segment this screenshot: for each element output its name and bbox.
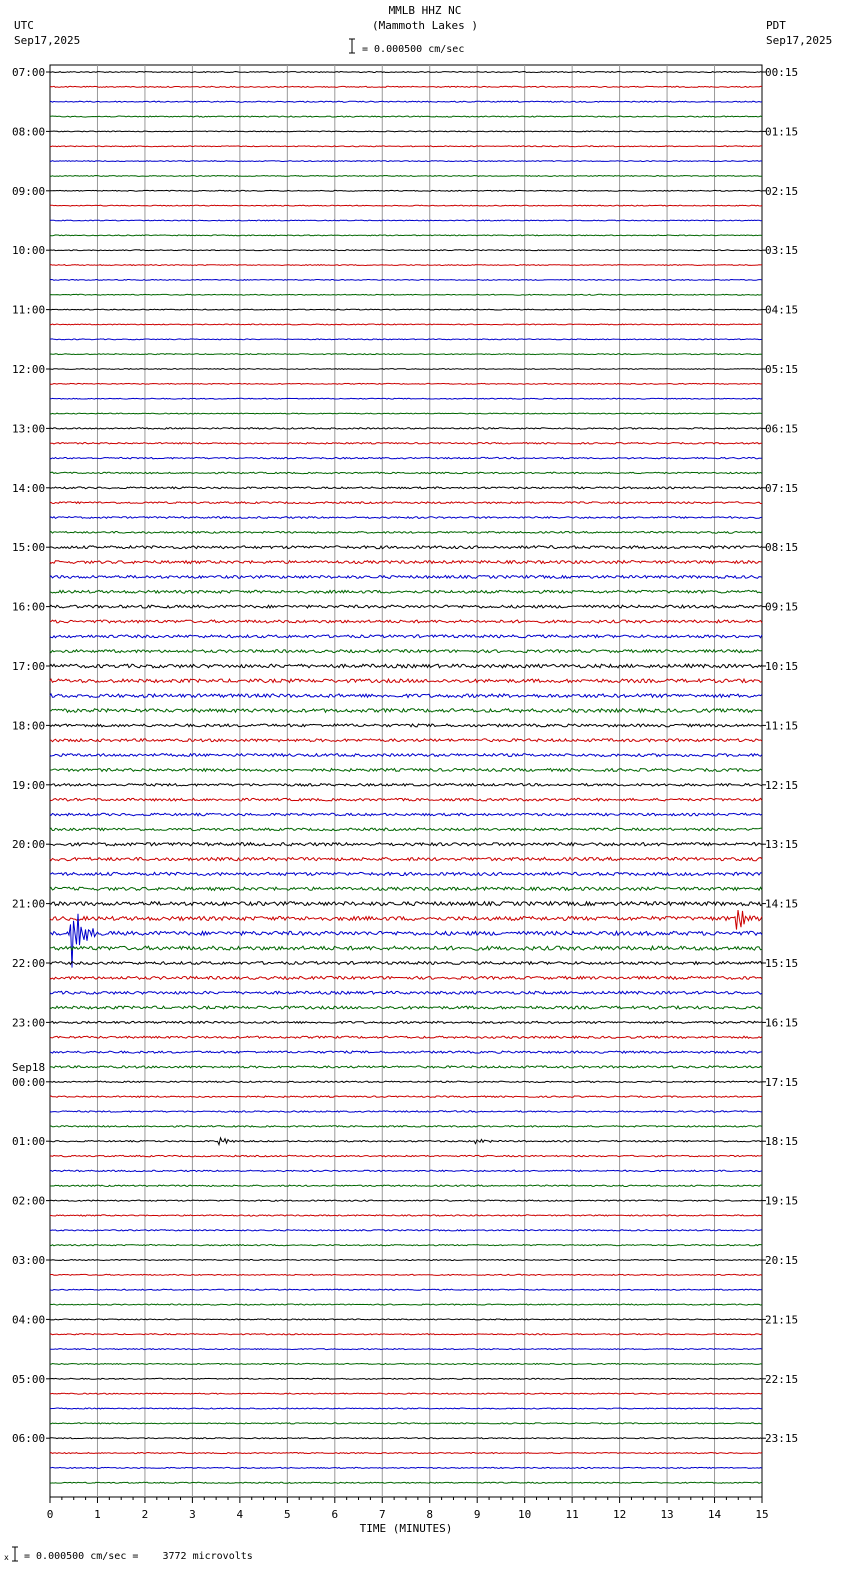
seismic-trace <box>50 354 762 355</box>
seismic-trace <box>50 1304 762 1305</box>
seismic-trace <box>50 1081 762 1082</box>
station-title: MMLB HHZ NC <box>388 4 462 17</box>
pdt-hour-label: 21:15 <box>765 1313 799 1327</box>
left-timezone: UTC <box>14 19 34 32</box>
pdt-hour-label: 15:15 <box>765 957 799 970</box>
seismic-trace <box>50 1111 762 1112</box>
utc-hour-label: 03:00 <box>12 1254 46 1267</box>
pdt-hour-label: 01:15 <box>765 125 799 139</box>
seismic-trace <box>50 1066 762 1068</box>
pdt-hour-label: 06:15 <box>765 422 799 436</box>
seismic-trace <box>50 1126 762 1128</box>
seismic-trace <box>50 339 762 340</box>
seismic-trace <box>50 443 762 445</box>
seismic-trace <box>50 116 762 117</box>
pdt-hour-label: 05:15 <box>765 363 799 376</box>
utc-hour-label: 15:00 <box>12 541 46 555</box>
seismic-trace <box>50 190 762 191</box>
seismic-trace <box>50 205 762 206</box>
seismic-trace <box>50 914 762 968</box>
seismic-trace <box>50 872 762 875</box>
seismic-trace <box>50 1334 762 1335</box>
seismic-trace <box>50 1393 762 1394</box>
utc-hour-label: 17:00 <box>12 660 46 673</box>
left-date: Sep17,2025 <box>14 34 81 47</box>
x-tick-label: 0 <box>46 1508 54 1521</box>
seismic-trace <box>50 146 762 147</box>
seismic-trace <box>50 962 762 965</box>
seismic-trace <box>50 235 762 236</box>
x-tick-label: 10 <box>518 1508 532 1521</box>
seismic-trace <box>50 428 762 429</box>
seismic-trace <box>50 1006 762 1009</box>
seismic-trace <box>50 1363 762 1364</box>
seismic-trace <box>50 1138 762 1145</box>
footer-scale-icon <box>4 1544 22 1564</box>
pdt-hour-label: 19:15 <box>765 1194 799 1208</box>
seismic-trace <box>50 294 762 295</box>
seismic-trace <box>50 1274 762 1275</box>
seismic-trace <box>50 369 762 370</box>
x-tick-label: 3 <box>189 1508 196 1521</box>
utc-hour-label: 06:00 <box>12 1432 46 1446</box>
seismic-trace <box>50 843 762 846</box>
seismic-trace <box>50 1200 762 1201</box>
seismic-trace <box>50 324 762 325</box>
seismic-trace <box>50 605 762 608</box>
utc-hour-label: 05:00 <box>12 1372 46 1386</box>
utc-hour-label: 13:00 <box>12 422 46 436</box>
seismic-trace <box>50 784 762 787</box>
date-change-label: Sep18 <box>12 1060 46 1074</box>
pdt-hour-label: 09:15 <box>765 600 799 614</box>
location-title: (Mammoth Lakes ) <box>372 19 478 32</box>
seismic-trace <box>50 250 762 251</box>
pdt-hour-label: 10:15 <box>765 660 799 673</box>
utc-hour-label: 04:00 <box>12 1313 46 1327</box>
right-date: Sep17,2025 <box>766 34 833 47</box>
x-tick-label: 14 <box>707 1508 722 1521</box>
seismic-trace <box>50 754 762 757</box>
seismic-trace <box>50 887 762 890</box>
seismic-trace <box>50 265 762 266</box>
seismic-trace <box>50 679 762 683</box>
seismic-trace <box>50 709 762 713</box>
seismic-trace <box>50 86 762 87</box>
utc-hour-label: 21:00 <box>12 897 46 911</box>
seismic-trace <box>50 1021 762 1023</box>
x-tick-label: 7 <box>378 1508 386 1521</box>
seismic-trace <box>50 664 762 668</box>
seismic-trace <box>50 1438 762 1439</box>
utc-hour-label: 16:00 <box>12 600 46 614</box>
seismic-trace <box>50 1349 762 1350</box>
seismic-trace <box>50 857 762 860</box>
seismic-trace <box>50 561 762 564</box>
utc-hour-label: 23:00 <box>12 1016 46 1030</box>
x-tick-label: 15 <box>755 1508 769 1521</box>
seismic-trace <box>50 472 762 474</box>
seismic-trace <box>50 828 762 831</box>
seismic-trace <box>50 694 762 698</box>
seismic-trace <box>50 946 762 950</box>
seismic-trace <box>50 101 762 102</box>
x-tick-label: 12 <box>612 1508 627 1521</box>
seismic-trace <box>50 517 762 519</box>
pdt-hour-label: 00:15 <box>765 66 799 79</box>
pdt-hour-label: 12:15 <box>765 778 799 792</box>
seismic-trace <box>50 1170 762 1171</box>
pdt-hour-label: 02:15 <box>765 184 799 198</box>
seismic-trace <box>50 1467 762 1468</box>
seismic-trace <box>50 1036 762 1038</box>
seismic-trace <box>50 590 762 593</box>
seismic-trace <box>50 1453 762 1454</box>
utc-hour-label: 07:00 <box>12 66 46 79</box>
pdt-hour-label: 17:15 <box>765 1075 799 1089</box>
seismic-trace <box>50 398 762 399</box>
utc-hour-label: 02:00 <box>12 1194 46 1208</box>
seismic-trace <box>50 1423 762 1424</box>
seismic-trace <box>50 1230 762 1231</box>
seismic-trace <box>50 383 762 384</box>
utc-hour-label: 18:00 <box>12 719 46 733</box>
seismic-trace <box>50 769 762 772</box>
footer-scale-note: = 0.000500 cm/sec = 3772 microvolts <box>24 1551 253 1562</box>
x-tick-label: 8 <box>426 1508 434 1521</box>
utc-hour-label: 09:00 <box>12 184 46 198</box>
pdt-hour-label: 22:15 <box>765 1372 799 1386</box>
seismic-trace <box>50 457 762 458</box>
x-tick-label: 4 <box>236 1508 244 1521</box>
utc-hour-label: 19:00 <box>12 778 46 792</box>
seismic-trace <box>50 576 762 579</box>
seismic-trace <box>50 176 762 177</box>
seismic-trace <box>50 161 762 162</box>
pdt-hour-label: 16:15 <box>765 1016 799 1030</box>
seismic-trace <box>50 620 762 623</box>
utc-hour-label: 12:00 <box>12 363 46 376</box>
pdt-hour-label: 14:15 <box>765 897 799 911</box>
seismic-trace <box>50 546 762 549</box>
seismic-trace <box>50 798 762 801</box>
right-timezone: PDT <box>766 19 786 32</box>
seismic-trace <box>50 309 762 310</box>
seismic-trace <box>50 1215 762 1216</box>
utc-hour-label: 10:00 <box>12 244 46 258</box>
seismic-trace <box>50 1482 762 1483</box>
seismic-trace <box>50 1289 762 1290</box>
x-tick-label: 13 <box>660 1508 674 1521</box>
seismic-trace <box>50 1408 762 1409</box>
scale-label: = 0.000500 cm/sec <box>362 44 465 55</box>
pdt-hour-label: 07:15 <box>765 481 799 495</box>
pdt-hour-label: 11:15 <box>765 719 799 733</box>
seismic-trace <box>50 1260 762 1261</box>
seismic-trace <box>50 413 762 414</box>
x-tick-label: 2 <box>141 1508 149 1521</box>
seismic-trace <box>50 1378 762 1379</box>
utc-hour-label: 14:00 <box>12 481 46 495</box>
pdt-hour-label: 20:15 <box>765 1254 799 1267</box>
utc-hour-label: 01:00 <box>12 1135 46 1149</box>
utc-hour-label: 20:00 <box>12 838 46 852</box>
seismic-trace <box>50 910 762 930</box>
x-tick-label: 6 <box>331 1508 339 1521</box>
seismic-trace <box>50 72 762 73</box>
seismic-trace <box>50 976 762 979</box>
seismic-trace <box>50 502 762 504</box>
pdt-hour-label: 18:15 <box>765 1135 799 1149</box>
seismic-trace <box>50 650 762 653</box>
seismic-trace <box>50 1245 762 1246</box>
pdt-hour-label: 23:15 <box>765 1432 799 1446</box>
x-tick-label: 11 <box>565 1508 579 1521</box>
seismic-trace <box>50 902 762 906</box>
pdt-hour-label: 08:15 <box>765 541 799 555</box>
utc-hour-label: 08:00 <box>12 125 46 139</box>
seismic-trace <box>50 280 762 281</box>
seismic-trace <box>50 532 762 534</box>
utc-hour-label: 00:00 <box>12 1075 46 1089</box>
pdt-hour-label: 03:15 <box>765 244 799 258</box>
utc-hour-label: 22:00 <box>12 957 46 970</box>
seismic-trace <box>50 724 762 727</box>
seismic-trace <box>50 131 762 132</box>
seismic-trace <box>50 635 762 638</box>
x-axis-label: TIME (MINUTES) <box>359 1522 453 1535</box>
seismic-trace <box>50 487 762 489</box>
x-tick-label: 5 <box>284 1508 291 1521</box>
utc-hour-label: 11:00 <box>12 303 46 317</box>
seismic-trace <box>50 1185 762 1187</box>
pdt-hour-label: 04:15 <box>765 303 799 317</box>
seismic-trace <box>50 991 762 994</box>
x-tick-label: 9 <box>473 1508 481 1521</box>
seismic-trace <box>50 739 762 742</box>
seismic-trace <box>50 1319 762 1320</box>
seismic-trace <box>50 1051 762 1053</box>
seismic-trace <box>50 1155 762 1157</box>
seismic-trace <box>50 1096 762 1098</box>
seismic-trace <box>50 813 762 816</box>
pdt-hour-label: 13:15 <box>765 838 799 852</box>
x-tick-label: 1 <box>94 1508 101 1521</box>
svg-text:x: x <box>4 1553 9 1562</box>
seismic-trace <box>50 220 762 221</box>
